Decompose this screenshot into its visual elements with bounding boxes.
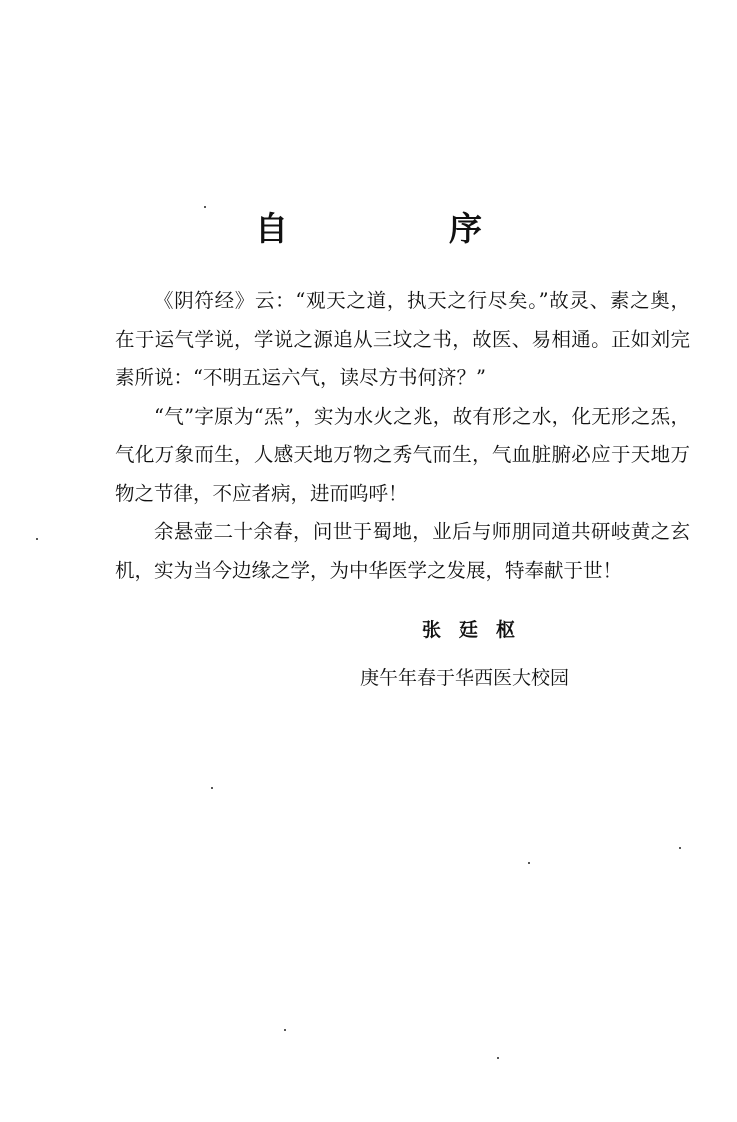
paragraph-1: 《阴符经》云：“观天之道，执天之行尽矣。”故灵、素之奥，在于运气学说，学说之源追从三坟之书，故医、易相通。正如刘完素所说：“不明五运六气，读尽方书何济？”: [115, 289, 690, 389]
scan-speck: [284, 1029, 286, 1031]
signature-block: [360, 610, 660, 698]
paragraph-2: “气”字原为“炁”，实为水火之兆，故有形之水，化无形之炁，气化万象而生，人感天地万物之秀气而生，气血脏腑必应于天地万物之节律，不应者病，进而呜呼！: [115, 404, 690, 505]
author-name: 张廷枢: [422, 619, 534, 641]
preface-body: [115, 282, 690, 590]
paragraph-3: 余悬壶二十余春，问世于蜀地，业后与师朋同道共研岐黄之玄机，实为当今边缘之学，为中华医学之发展，特奉献于世！: [115, 520, 690, 582]
scan-speck: [528, 862, 530, 864]
scan-speck: [679, 847, 681, 849]
scan-speck: [204, 206, 206, 208]
scan-speck: [36, 538, 38, 540]
scan-speck: [497, 1057, 499, 1059]
scan-speck: [211, 787, 213, 789]
place-date: 庚午年春于华西医大校园: [360, 667, 570, 689]
page-title: 自 序: [255, 209, 546, 248]
